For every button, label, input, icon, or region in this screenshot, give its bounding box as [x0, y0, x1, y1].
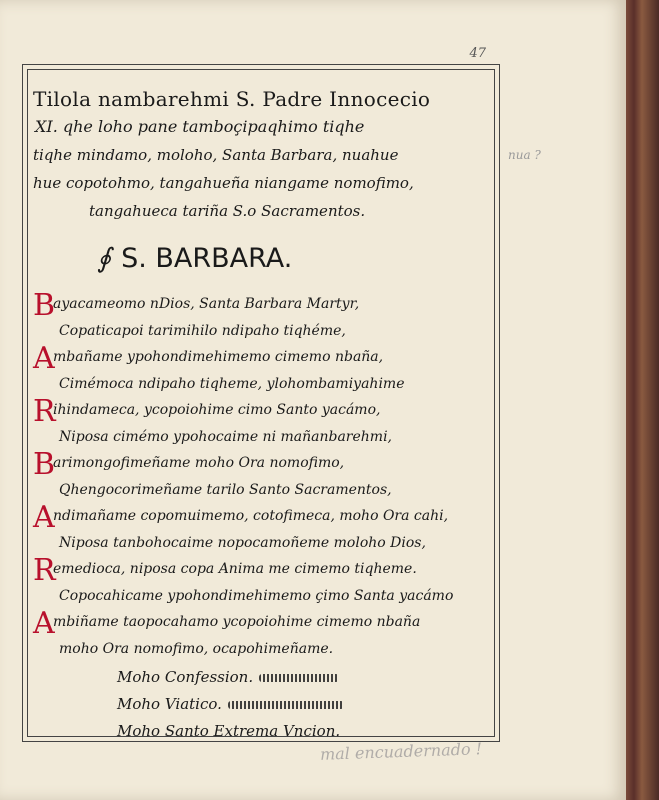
title-line: hue copotohmo, tangahueña niangame nomofimo,	[33, 174, 414, 192]
sacraments-list	[33, 664, 493, 745]
sacrament-item	[117, 664, 493, 691]
verse-couplet	[33, 606, 493, 662]
verse-line: Niposa cimémo ypohocaime ni mañanbarehmi,	[59, 428, 393, 445]
red-initial: R	[33, 553, 56, 588]
flourish-ornament-icon	[228, 701, 344, 709]
verse-line: arimongofimeñame moho Ora nomofimo,	[53, 455, 345, 471]
verse-line: Qhengocorimeñame tarilo Santo Sacramentos,	[59, 481, 392, 498]
verse-line: emedioca, niposa copa Anima me cimemo tiqheme.	[53, 561, 417, 577]
margin-note: nua ?	[508, 148, 541, 162]
red-initial: B	[33, 288, 56, 323]
verse-line: ihindameca, ycopoiohime cimo Santo yacámo,	[53, 402, 381, 418]
verse-couplet	[33, 341, 493, 397]
verse-couplet	[33, 394, 493, 450]
red-initial: R	[33, 394, 56, 429]
verse-line: moho Ora nomofimo, ocapohimeñame.	[59, 640, 334, 657]
bleed-through-text	[505, 130, 615, 690]
verse-line: Cimémoca ndipaho tiqheme, ylohombamiyahime	[59, 375, 405, 392]
paragraph-mark-icon: ∮	[97, 243, 112, 274]
title-block	[33, 85, 493, 225]
page-number: 47	[469, 46, 486, 61]
verse-couplet	[33, 288, 493, 344]
title-line: Tilola nambarehmi S. Padre Innocecio	[33, 87, 431, 111]
red-initial: B	[33, 447, 56, 482]
verse-couplet	[33, 500, 493, 556]
sacrament-label: Moho Viatico.	[117, 695, 222, 713]
text-block	[33, 85, 493, 745]
sacrament-label: Moho Confession.	[117, 668, 254, 686]
verse-line: Copaticapoi tarimihilo ndipaho tiqhéme,	[59, 322, 346, 339]
title-line: tangahueca tariña S.o Sacramentos.	[89, 202, 366, 220]
verse-line: ndimañame copomuimemo, cotofimeca, moho Ora cahi,	[53, 508, 449, 524]
acrostic-verses	[33, 288, 493, 662]
verse-line: ayacameomo nDios, Santa Barbara Martyr,	[53, 296, 360, 312]
sacrament-label: Moho Santo Extrema Vncion.	[117, 722, 341, 740]
verse-line: Niposa tanbohocaime nopocamoñeme moloho Dios,	[59, 534, 426, 551]
red-initial: A	[33, 341, 55, 376]
sacrament-item	[117, 691, 493, 718]
section-heading	[33, 241, 493, 277]
pencil-annotation: mal encuadernado !	[319, 739, 483, 764]
heading-text: S. BARBARA.	[121, 243, 293, 274]
verse-line: Copocahicame ypohondimehimemo çimo Santa yacámo	[59, 587, 454, 604]
title-line: XI. qhe loho pane tamboçipaqhimo tiqhe	[35, 117, 365, 136]
verse-couplet	[33, 447, 493, 503]
verse-couplet	[33, 553, 493, 609]
red-initial: A	[33, 606, 55, 641]
title-line: tiqhe mindamo, moloho, Santa Barbara, nuahue	[33, 146, 399, 164]
page-frame	[22, 64, 500, 742]
verse-line: mbiñame taopocahamo ycopoiohime cimemo nbaña	[53, 614, 421, 630]
verse-line: mbañame ypohondimehimemo cimemo nbaña,	[53, 349, 384, 365]
flourish-ornament-icon	[259, 674, 339, 682]
red-initial: A	[33, 500, 55, 535]
